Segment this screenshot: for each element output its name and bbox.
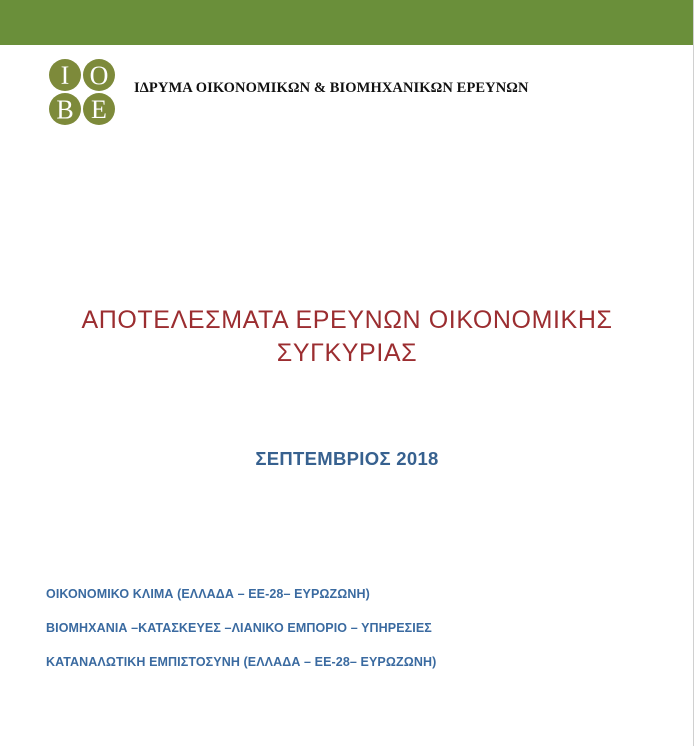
report-date: ΣΕΠΤΕΜΒΡΙΟΣ 2018 <box>255 448 439 469</box>
logo-letter-2: Ο <box>89 61 109 90</box>
logo-letter-4: Ε <box>91 95 107 124</box>
logo-letter-1: Ι <box>60 61 70 90</box>
report-title <box>0 304 694 370</box>
contents-item-consumer-confidence: ΚΑΤΑΝΑΛΩΤΙΚΗ ΕΜΠΙΣΤΟΣΥΝΗ (ΕΛΛΑΔΑ – ΕΕ-28– ΕΥΡΩΖΩΝΗ) <box>46 655 437 669</box>
contents-item-economic-climate: ΟΙΚΟΝΟΜΙΚΟ ΚΛΙΜΑ (ΕΛΛΑΔΑ – ΕΕ-28– ΕΥΡΩΖΩΝΗ) <box>46 587 370 601</box>
report-title-line-1: ΑΠΟΤΕΛΕΣΜΑΤΑ ΕΡΕΥΝΩΝ ΟΙΚΟΝΟΜΙΚΗΣ <box>81 306 613 334</box>
header-band <box>0 0 694 45</box>
contents-list <box>46 584 436 686</box>
contents-item-sectors: ΒΙΟΜΗΧΑΝΙΑ –ΚΑΤΑΣΚΕΥΕΣ –ΛΙΑΝΙΚΟ ΕΜΠΟΡΙΟ – ΥΠΗΡΕΣΙΕΣ <box>46 621 432 635</box>
organization-name: ΙΔΡΥΜΑ ΟΙΚΟΝΟΜΙΚΩΝ & ΒΙΟΜΗΧΑΝΙΚΩΝ ΕΡΕΥΝΩΝ <box>134 80 529 96</box>
logo-letter-3: Β <box>56 95 74 124</box>
iobe-logo-icon <box>46 58 118 126</box>
report-title-line-2: ΣΥΓΚΥΡΙΑΣ <box>276 339 418 367</box>
